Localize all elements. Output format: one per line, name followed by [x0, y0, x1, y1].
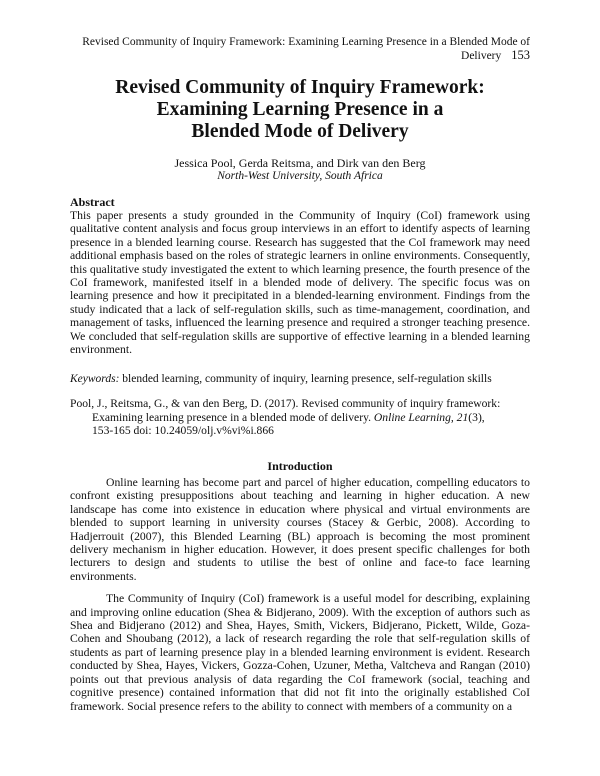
citation-line-2: [70, 411, 530, 425]
keywords: [70, 373, 530, 386]
introduction-body: [70, 476, 530, 722]
page-number: 153: [511, 48, 530, 62]
citation-line-3: 153-165 doi: 10.24059/olj.v%vi%i.866: [92, 424, 274, 437]
running-header: [70, 36, 530, 63]
abstract-text: This paper presents a study grounded in the Community of Inquiry (CoI) framework using qualitative content analysis and focus group interviews in an effort to identify aspects of learning presence in a blended learning course. Research has suggested that the CoI framework may need additional emphasis based on the roles of strategic learners in online environments. Consequently, this qualitative study investigated the extent to which learning presence, the fourth presence of the CoI framework, manifested itself in a blended mode of delivery. The specific focus was on learning presence and how it precipitated in a blended-learning environment. Findings from the study indicated that a lack of self-regulation skills, such as time-management, coordination, and management of tasks, influenced the learning presence and required a stronger teaching presence. We concluded that self-regulation skills are supportive of effective learning in a blended learning environment.: [70, 209, 530, 357]
keywords-text: blended learning, community of inquiry, learning presence, self-regulation skills: [122, 373, 492, 385]
citation-line-1: Pool, J., Reitsma, G., & van den Berg, D. (2017). Revised community of inquiry framework:: [70, 397, 501, 410]
title-line-2: Examining Learning Presence in a: [156, 99, 444, 120]
citation: [70, 397, 530, 438]
keywords-label: Keywords:: [70, 373, 120, 385]
introduction-heading: Introduction: [267, 459, 333, 473]
affiliation: North-West University, South Africa: [217, 170, 383, 182]
title-line-3: Blended Mode of Delivery: [191, 121, 409, 142]
citation-issue: (3),: [468, 410, 485, 424]
intro-paragraph-2: The Community of Inquiry (CoI) framework is a useful model for describing, explaining and improving online education (Shea & Bidjerano, 2009). With the exception of authors such as Shea and Bidjerano (2012) and Shea, Hayes, Smith, Vickers, Bidjerano, Pickett, Wilde, Goza-Cohen and Shoubang (2012), a lack of research regarding the role that self-regulation skills of students as part of learning presence play in a blended learning environment is evident. Research conducted by Shea, Hayes, Vickers, Gozza-Cohen, Uzuner, Metha, Valtcheva and Rangan (2010) points out that previous analysis of data regarding the CoI framework (social, teaching and cognitive presence) contained information that did not fit into the originally established CoI framework. Social presence refers to the ability to connect with members of a community on a: [70, 592, 530, 713]
intro-paragraph-1: Online learning has become part and parcel of higher education, compelling educators to confront existing presuppositions about teaching and learning in higher education. A new landscape has come into existence in education where physical and virtual environments are blended to support learning in university courses (Stacey & Gerbic, 2008). According to Hadjerrouit (2007), this Blended Learning (BL) approach is becoming the most prominent delivery mechanism in higher education. However, it does present specific challenges for both lecturers to design and students to utilise the best of online and face-to face learning environments.: [70, 476, 530, 583]
running-title: Revised Community of Inquiry Framework: Examining Learning Presence in a Blended Mode of Delivery: [82, 36, 530, 62]
author-list: Jessica Pool, Gerda Reitsma, and Dirk van den Berg: [174, 156, 426, 170]
citation-title-part: Examining learning presence in a blended mode of delivery.: [92, 410, 374, 424]
citation-journal: Online Learning, 21: [373, 410, 469, 424]
paper-title: [70, 77, 530, 143]
title-line-1: Revised Community of Inquiry Framework:: [115, 77, 485, 98]
abstract-heading: Abstract: [70, 195, 115, 209]
